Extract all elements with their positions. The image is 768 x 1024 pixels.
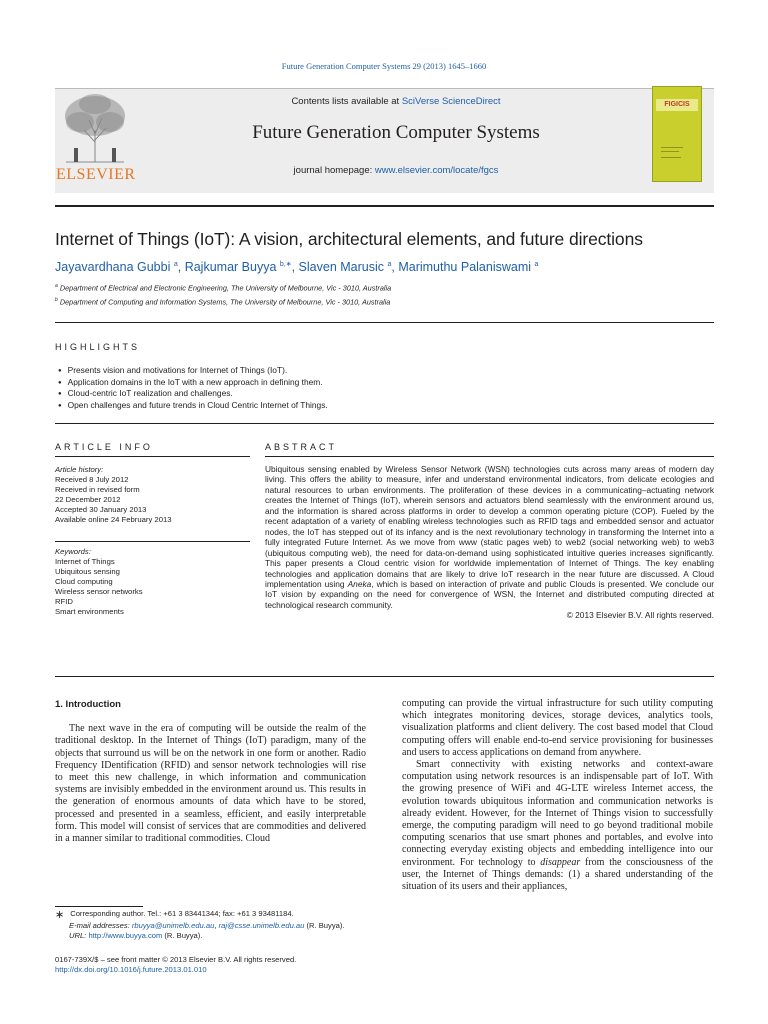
- journal-cover-thumbnail[interactable]: [652, 86, 702, 182]
- email-link[interactable]: raj@csse.unimelb.edu.au: [218, 920, 305, 930]
- affiliation: [55, 297, 390, 306]
- paragraph-italic: disappear: [540, 856, 581, 868]
- author-name[interactable]: Jayavardhana Gubbi: [55, 260, 171, 275]
- author-affil-marker[interactable]: a: [173, 261, 178, 268]
- abstract-body: Ubiquitous sensing enabled by Wireless Sensor Network (WSN) technologies cuts across many areas of modern day living. This offers the ability to measure, infer and understand environmental indicators, from delicate ecologies and natural resources to urban environments. The proliferation of these devices in a communicating–actuating network creates the Internet of Things (IoT), wherein sensors and actuators blend seamlessly with the environment around us, and the information is shared across platforms in order to develop a common operating picture (COP). Fueled by the recent adaptation of a variety of enabling wireless technologies such as RFID tags and embedded sensor and actuator nodes, the IoT has stepped out of its infancy and is the next revolutionary technology in transforming the Internet into a fully integrated Future Internet. As we move from www (static pages web) to web2 (social networking web) to web3 (ubiquitous computing web), the need for data-on-demand using sophisticated intuitive queries increases significantly. This paper presents a Cloud centric vision for worldwide implementation of Internet of Things. The key enabling technologies and application domains that are likely to drive IoT research in the near future are discussed. A Cloud implementation using: [265, 464, 714, 589]
- homepage-link[interactable]: www.elsevier.com/locate/fgcs: [374, 165, 499, 176]
- journal-name: Future Generation Computer Systems: [252, 122, 540, 143]
- history-item: Received in revised form: [55, 485, 140, 494]
- divider: [55, 322, 714, 323]
- contents-line: [140, 96, 652, 107]
- author-name[interactable]: Rajkumar Buyya: [184, 260, 277, 275]
- history-item: Available online 24 February 2013: [55, 515, 172, 524]
- list-item: ● Presents vision and motivations for Internet of Things (IoT).: [58, 365, 328, 377]
- author-affil-marker[interactable]: a: [387, 261, 392, 268]
- keyword: Cloud computing: [55, 577, 113, 586]
- keyword: Smart environments: [55, 607, 124, 616]
- divider: [55, 541, 250, 542]
- keyword: Wireless sensor networks: [55, 587, 143, 596]
- author-affil-marker[interactable]: a: [534, 261, 539, 268]
- history-label: Article history:: [55, 465, 104, 474]
- issn-info: [55, 955, 296, 975]
- cover-decoration: [661, 147, 683, 148]
- contents-prefix: Contents lists available at: [291, 96, 402, 107]
- cover-title: FIGICIS: [656, 99, 698, 111]
- paragraph-text: Smart connectivity with existing networks and context-aware computation using network resources is an indispensable part of IoT. With the growing presence of WiFi and 4G-LTE wireless Internet access, the evolution towards ubiquitous information and communication networks is already evident. However, for the Internet of Things vision to successfully emerge, the computing paradigm will need to go beyond traditional mobile computing scenarios that use smart phones and portables, and evolve into connecting everyday existing objects and embedding intelligence into our environment. For technology to: [402, 759, 713, 868]
- keywords-label: Keywords:: [55, 547, 91, 556]
- history-item: 22 December 2012: [55, 495, 121, 504]
- history-item: Accepted 30 January 2013: [55, 505, 147, 514]
- footnote-divider: [55, 906, 143, 907]
- paragraph-text: from the consciousness of the user, the Internet of Things demands: (1) a shared understanding of the situation of its users and their appliances,: [402, 856, 713, 893]
- divider: [265, 456, 714, 457]
- author-name[interactable]: Slaven Marusic: [298, 260, 384, 275]
- author-affil-marker[interactable]: b,∗: [279, 261, 292, 268]
- affiliation-marker: a: [55, 283, 58, 289]
- homepage-prefix: journal homepage:: [293, 165, 375, 176]
- affiliation-text: Department of Electrical and Electronic Engineering, The University of Melbourne, Vic - 3010, Australia: [59, 283, 392, 293]
- highlights-heading: HIGHLIGHTS: [55, 342, 141, 352]
- email-separator: ,: [214, 920, 219, 930]
- cover-decoration: [661, 157, 681, 158]
- keyword: Internet of Things: [55, 557, 115, 566]
- list-item: ● Application domains in the IoT with a new approach in defining them.: [58, 377, 328, 389]
- paper-title: Internet of Things (IoT): A vision, architectural elements, and future directions: [55, 229, 643, 249]
- homepage-line: [140, 165, 652, 176]
- publisher-name: ELSEVIER: [56, 166, 136, 183]
- issn-line: 0167-739X/$ – see front matter © 2013 Elsevier B.V. All rights reserved.: [55, 955, 297, 964]
- url-label: URL:: [69, 931, 87, 940]
- email-suffix: (R. Buyya).: [304, 920, 345, 930]
- paragraph: The next wave in the era of computing will be outside the realm of the traditional desktop. In the Internet of Things (IoT) paradigm, many of the objects that surround us will be on the network in one form or another. Radio Frequency IDentification (RFID) and sensor network technologies will rise to meet this new challenge, in which information and communication systems are invisibly embedded in the environment around us. This results in the generation of enormous amounts of data which have to be stored, processed and presented in a seamless, efficient, and easily interpretable form. This model will consist of services that are commodities and delivered in a manner similar to traditional commodities. Cloud: [55, 723, 366, 845]
- body-column-right: [402, 698, 713, 893]
- divider: [55, 676, 714, 677]
- affiliation: [55, 283, 391, 292]
- sciencedirect-link[interactable]: SciVerse ScienceDirect: [401, 96, 501, 107]
- corresponding-author: Corresponding author. Tel.: +61 3 83441344; fax: +61 3 93481184.: [70, 909, 294, 918]
- paragraph: [402, 759, 713, 893]
- abstract-text: [265, 464, 714, 621]
- author-list: Jayavardhana Gubbi $^a$, Rajkumar Buyya $^{b,∗}$, Slaven Marusic $^a$, Marimuthu Palaniswami $^a$: [55, 260, 539, 275]
- highlights-list: [58, 365, 328, 411]
- footnote-star: ∗: [55, 909, 65, 921]
- keyword: Ubiquitous sensing: [55, 567, 120, 576]
- affiliation-marker: b: [55, 297, 58, 303]
- homepage-url-link[interactable]: http://www.buyya.com: [88, 931, 163, 940]
- abstract-body: , which is based on interaction of private and public Clouds is presented. We conclude our IoT vision by expanding on the need for convergence of WSN, the Internet and distributed computing directed at technological research community.: [265, 578, 714, 610]
- section-heading: 1. Introduction: [55, 699, 121, 710]
- doi-link[interactable]: http://dx.doi.org/10.1016/j.future.2013.01.010: [55, 965, 207, 974]
- body-column-left: [55, 699, 366, 845]
- keyword: RFID: [55, 597, 73, 606]
- paragraph: computing can provide the virtual infrastructure for such utility computing which integrates monitoring devices, storage devices, analytics tools, visualization platforms and client delivery. The cost based model that Cloud computing offers will enable end-to-end service provisioning for businesses and users to access applications on demand from anywhere.: [402, 698, 713, 758]
- footnote: [55, 909, 366, 942]
- author-name[interactable]: Marimuthu Palaniswami: [398, 260, 532, 275]
- url-suffix: (R. Buyya).: [162, 931, 203, 940]
- keywords: [55, 547, 143, 617]
- email-link[interactable]: rbuyya@unimelb.edu.au: [131, 920, 215, 930]
- article-info-heading: ARTICLE INFO: [55, 442, 153, 452]
- abstract-italic: Aneka: [347, 578, 372, 589]
- email-label: E-mail addresses:: [69, 920, 130, 930]
- list-item: ● Open challenges and future trends in Cloud Centric Internet of Things.: [58, 400, 328, 412]
- divider: [55, 205, 714, 207]
- abstract-copyright: © 2013 Elsevier B.V. All rights reserved.: [566, 610, 714, 621]
- list-item: ● Cloud-centric IoT realization and challenges.: [58, 388, 328, 400]
- article-history: [55, 465, 172, 525]
- affiliation-text: Department of Computing and Information Systems, The University of Melbourne, Vic - 3010, Australia: [59, 297, 391, 307]
- divider: [55, 456, 250, 457]
- divider: [55, 423, 714, 424]
- history-item: Received 8 July 2012: [55, 475, 129, 484]
- abstract-heading: ABSTRACT: [265, 442, 338, 452]
- cover-decoration: [661, 151, 679, 152]
- journal-reference[interactable]: Future Generation Computer Systems 29 (2013) 1645–1660: [281, 61, 487, 71]
